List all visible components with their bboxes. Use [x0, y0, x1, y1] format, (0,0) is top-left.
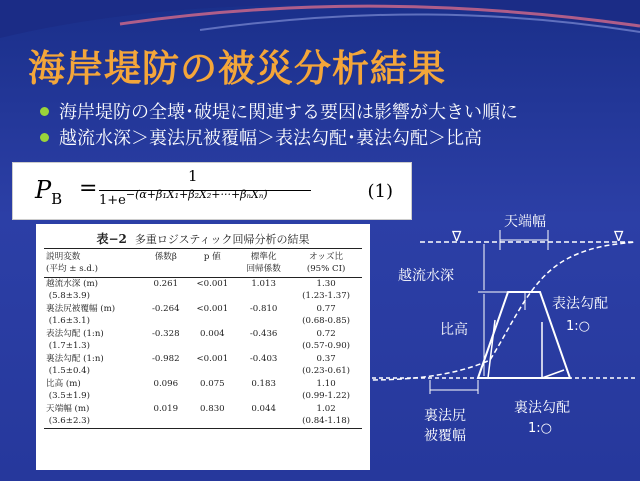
column-header: 標準化 回帰係数	[237, 249, 290, 278]
table-row: 越流水深 (m) (5.8±3.9) 0.261 <0.001 1.013 1.30 (1.23-1.37)	[46, 279, 351, 301]
bullet-item	[40, 100, 518, 126]
table-caption: 表−2 多重ロジスティック回帰分析の結果	[96, 232, 310, 246]
back-slope-label: 裏法勾配	[514, 400, 570, 416]
water-level-icon: ∇	[614, 229, 624, 245]
water-level-icon: ∇	[452, 229, 462, 245]
crest-width-label: 天端幅	[504, 214, 546, 230]
table-row: 天端幅 (m) (3.6±2.3) 0.019 0.830 0.044 1.02 (0.84-1.18)	[44, 403, 362, 429]
formula-number: (1)	[367, 181, 393, 202]
toe-cover-label-line1: 裏法尻	[424, 408, 466, 424]
bullet-list	[40, 100, 518, 152]
column-header: 係数β	[144, 249, 188, 278]
column-header: オッズ比 (95% CI)	[290, 249, 362, 278]
formula-equals: =	[79, 176, 98, 201]
levee-diagram	[360, 210, 638, 470]
overflow-depth-label: 越流水深	[398, 268, 454, 284]
formula-denominator: $1+e^{-(\alpha+\beta_1X_1+\beta_2X_2+\cdot\cdot\cdot+\beta_nX_n)}$	[99, 188, 268, 208]
column-header: 説明変数 (平均 ± s.d.)	[44, 249, 144, 278]
bullet-text: 海岸堤防の全壊･破堤に関連する要因は影響が大きい順に	[59, 102, 518, 123]
column-header: p 値	[188, 249, 238, 278]
relative-height-label: 比高	[440, 322, 468, 338]
slide-title: 海岸堤防の被災分析結果	[28, 47, 446, 90]
bullet-dot-icon	[40, 107, 49, 116]
table-row: 裏法尻被覆幅 (m) (1.6±3.1) -0.264 <0.001 -0.810 0.77 (0.68-0.85)	[46, 304, 351, 326]
front-slope-label: 表法勾配	[552, 296, 608, 312]
bullet-item	[40, 126, 518, 152]
logistic-formula	[12, 162, 412, 220]
table-row: 裏法勾配 (1:n) (1.5±0.4) -0.982 <0.001 -0.403 0.37 (0.23-0.61)	[46, 354, 351, 376]
toe-cover-label-line2: 被覆幅	[424, 428, 466, 444]
formula-numerator: 1	[188, 167, 198, 185]
front-slope-ratio: 1:○	[566, 319, 590, 334]
bullet-dot-icon	[40, 133, 49, 142]
table-row: 表法勾配 (1:n) (1.7±1.3) -0.328 0.004 -0.436 0.72 (0.57-0.90)	[46, 329, 351, 351]
back-slope-ratio: 1:○	[528, 421, 552, 436]
formula-lhs: $P_B$	[35, 176, 63, 208]
table-row: 比高 (m) (3.5±1.9) 0.096 0.075 0.183 1.10 (0.99-1.22)	[46, 379, 351, 401]
results-table	[44, 248, 362, 429]
regression-table	[36, 224, 370, 470]
bullet-text: 越流水深＞裏法尻被覆幅＞表法勾配･裏法勾配＞比高	[59, 128, 482, 149]
